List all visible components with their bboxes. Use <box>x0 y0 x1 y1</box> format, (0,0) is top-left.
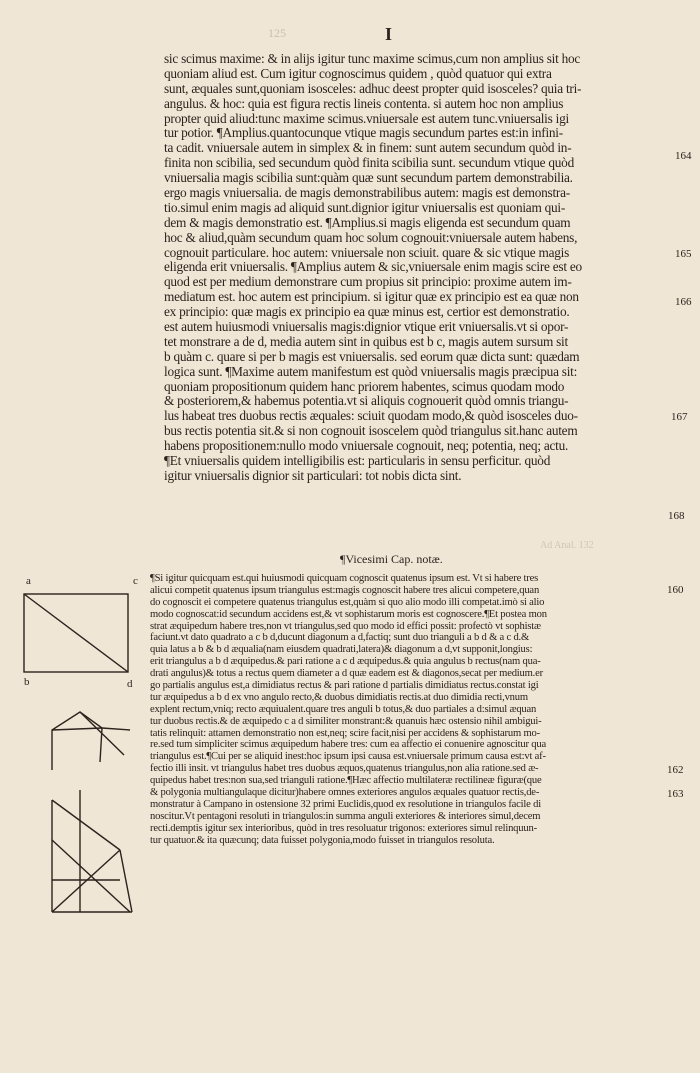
commentary-line: alicui competit quatenus ipsum triangulus est:magis cognoscit habere tres alicui competere,quan <box>150 584 540 596</box>
text-line: bus rectis potentia sit.& si non cognouit isoscelem quòd triangulus sit.hanc autem <box>164 424 578 439</box>
margin-number: 160 <box>667 584 684 596</box>
text-line: ergo magis vniuersalia. de magis demonstrabilibus autem: magis est demonstra- <box>164 186 570 201</box>
figure-label-c: c <box>133 575 138 587</box>
commentary-line: erit triangulus a b d æquipedus.& pari ratione a c d æquipedus.& quia angulus b rectus(nam qua- <box>150 656 541 668</box>
text-line: sunt, æquales sunt,quoniam isosceles: adhuc deest propter quid isosceles? quia tri- <box>164 81 582 96</box>
commentary-line: explent rectum,vniq; recto æquiualent.quare tres anguli b totus,& duo partiales a d:simul æquan <box>150 703 537 715</box>
text-line: tet monstrare a de d, media autem sint in quibus est b c, magis autem sursum sit <box>164 334 568 349</box>
commentary-line: do cognoscit ei competere quatenus triangulus est,quàm si quo alio modo illi competat.imò si alio <box>150 596 545 608</box>
text-line: quoniam aliud est. Cum igitur cognoscimus quidem , quòd quatuor qui extra <box>164 66 552 81</box>
commentary-text-block <box>150 573 668 846</box>
folio-number: I <box>385 24 393 44</box>
text-line: ex principio: quæ magis ex principio ea quæ minus est, certior est demonstratio. <box>164 305 570 320</box>
text-line: est autem huiusmodi vniuersalis magis:dignior vtique erit vniuersalis.vt si opor- <box>164 320 569 335</box>
text-line: lus habeat tres duobus rectis æquales: sciuit quodam modo,& quòd isosceles duo- <box>164 409 578 424</box>
text-line: & posteriorem,& habemus potentia.vt si aliquis cognouerit quòd omnis triangu- <box>164 394 569 409</box>
figure-label-b: b <box>24 676 30 688</box>
text-line: b quàm c. quare si per b magis est vniuersalis. sed eorum quæ dicta sunt: quædam <box>164 349 580 364</box>
commentary-line: recti.demptis igitur sex interioribus, quòd in tres resoluatur trigonos: exteriores simul relinquun- <box>150 822 537 834</box>
commentary-line: ¶Si igitur quicquam est.qui huiusmodi quicquam cognoscit quatenus ipsum est. Vt si habere tres <box>150 573 539 584</box>
figure-label-a: a <box>26 575 31 587</box>
show-through-text: 125 <box>268 26 286 40</box>
text-line: angulus. & hoc: quia est figura rectis lineis contenta. si autem hoc non amplius <box>164 96 564 111</box>
margin-number: 168 <box>668 510 685 522</box>
polygon-triangulation-figure <box>40 700 140 920</box>
commentary-line: modo cognoscat:id secundum accidens est,& vt sophistarum moris est cognoscere.¶Et postea mon <box>150 608 547 620</box>
text-line: mediatum est. hoc autem est principium. si igitur quæ ex principio est ea quæ non <box>164 290 579 305</box>
main-text-block <box>164 52 668 484</box>
text-line: eligenda erit vniuersalis. ¶Amplius autem & sic,vniuersale enim magis scire est eo <box>164 260 582 275</box>
commentary-line: go partialis angulus est,a dimidiatus rectus & pari ratione d partialis dimidiatus rectus.constat igi <box>150 680 539 692</box>
commentary-line: re.sed tum simpliciter scimus æquipedum habere tres: cum ea affectio ei conuenire agnoscitur qua <box>150 739 546 751</box>
commentary-line: tatis relinquit: attamen demonstratio non est,neq; scire facit,nisi per accidens & sophistarum mo- <box>150 727 540 739</box>
margin-number: 167 <box>671 411 688 423</box>
commentary-line: drati angulus)& totus a rectus quem diameter a d quæ eadem est & diagonos,secat per medium.er <box>150 668 543 680</box>
text-line: habens propositionem:nullo modo vniuersale cognouit, neq; potentia, neq; actu. <box>164 439 569 454</box>
text-line: logica sunt. ¶Maxime autem manifestum est quòd vniuersalis magis præcipua sit: <box>164 364 578 379</box>
text-line: quod est per medium demonstrare cum propius sit principio: proxime autem im- <box>164 275 572 290</box>
commentary-line: triangulus est.¶Cui per se aliquid inest:hoc ipsum ipsi causa est.vniuersale primum causa est:vt af- <box>150 751 546 763</box>
margin-number: 162 <box>667 764 684 776</box>
text-line: propter quid aliud:tunc maxime scimus.vniuersale est autem tunc.vniuersalis igi <box>164 111 569 126</box>
text-line: quoniam propositionum quidem hanc priorem habentes, scimus quodam modo <box>164 379 565 394</box>
margin-number: 163 <box>667 788 684 800</box>
text-line: tio.simul enim magis ad aliquid sunt.dignior igitur vniuersalis est quoniam qui- <box>164 200 566 215</box>
commentary-line: noscitur.Vt pentagoni resoluti in triangulos:in summa anguli exteriores & interiores simul,decem <box>150 810 541 822</box>
margin-number: 165 <box>675 248 692 260</box>
text-line: dem & magis demonstratio est. ¶Amplius.si magis eligenda est secundum quam <box>164 215 571 230</box>
commentary-line: strat æquipedum habere tres,non vt triangulus,sed quo modo id effici possit: profectò vt sophistæ <box>150 620 541 632</box>
text-line: sic scimus maxime: & in alijs igitur tunc maxime scimus,cum non amplius sit hoc <box>164 52 581 66</box>
text-line: hoc & aliud,quàm secundum quam hoc solum cognouit:vniuersale autem habens, <box>164 230 578 245</box>
commentary-line: tur duobus rectis.& de æquipedo c a d similiter monstrant:& quanuis hæc ostensio nihil ambigui- <box>150 715 542 727</box>
margin-number: 164 <box>675 150 692 162</box>
commentary-line: monstratur à Campano in ostensione 32 primi Euclidis,quod ex resolutione in triangulos facile di <box>150 798 541 810</box>
commentary-line: quia latus a b & b d æqualia(nam eiusdem quadrati,latera)& diagonum a d,vt supponit,longius: <box>150 644 533 656</box>
square-diagonal-figure <box>20 590 134 676</box>
show-through-caption: Ad Anal. 132 <box>540 540 594 551</box>
margin-number: 166 <box>675 296 692 308</box>
commentary-line: & polygonia multiangulaque dicitur)habere omnes exteriores angulos æquales quatuor rectis,de- <box>150 787 540 799</box>
text-line: tur potior. ¶Amplius.quantocunque vtique magis secundum partes est:in infini- <box>164 126 563 141</box>
text-line: ¶Et vniuersalis quidem intelligibilis est: particularis in sensu perficitur. quòd <box>164 454 551 469</box>
text-line: finita non scibilia, sed secundum quòd finita scibilia sunt. secundum vtique quòd <box>164 156 574 171</box>
text-line: cognouit particulare. hoc autem: vniuersale non sciuit. quare & sic vtique magis <box>164 245 570 260</box>
commentary-line: fectio illi insit. vt triangulus habet tres duobus æquos,quatenus triangulus,non alia ratione.sed æ- <box>150 763 539 775</box>
commentary-line: tur æquipedus a b d ex vno angulo recto,& duobus dimidiatis rectis.at duo dimidia recti,vnum <box>150 691 528 703</box>
commentary-line: quipedus habet tres:non sua,sed trianguli ratione.¶Hæc affectio multilateræ rectilineæ figuræ(que <box>150 775 542 787</box>
text-line: ta cadit. vniuersale autem in simplex & in finem: sunt autem secundum quòd in- <box>164 141 572 156</box>
commentary-line: faciunt.vt dato quadrato a c b d,ducunt diagonum a d,factiq; sunt duo trianguli a b d & a c d.& <box>150 632 530 644</box>
chapter-notes-heading: ¶Vicesimi Cap. notæ. <box>340 552 443 566</box>
text-line: vniuersalia magis scibilia sunt:quàm quæ sunt secundum partem demonstrabilia. <box>164 171 573 186</box>
figure-label-d: d <box>127 678 133 690</box>
commentary-line: tur quatuor.& ita quæcunq; data fuisset polygonia,modo fuisset in triangulos resoluta. <box>150 834 495 846</box>
text-line: igitur vniuersalis dignior sit particulari: tot nobis dicta sint. <box>164 468 462 483</box>
